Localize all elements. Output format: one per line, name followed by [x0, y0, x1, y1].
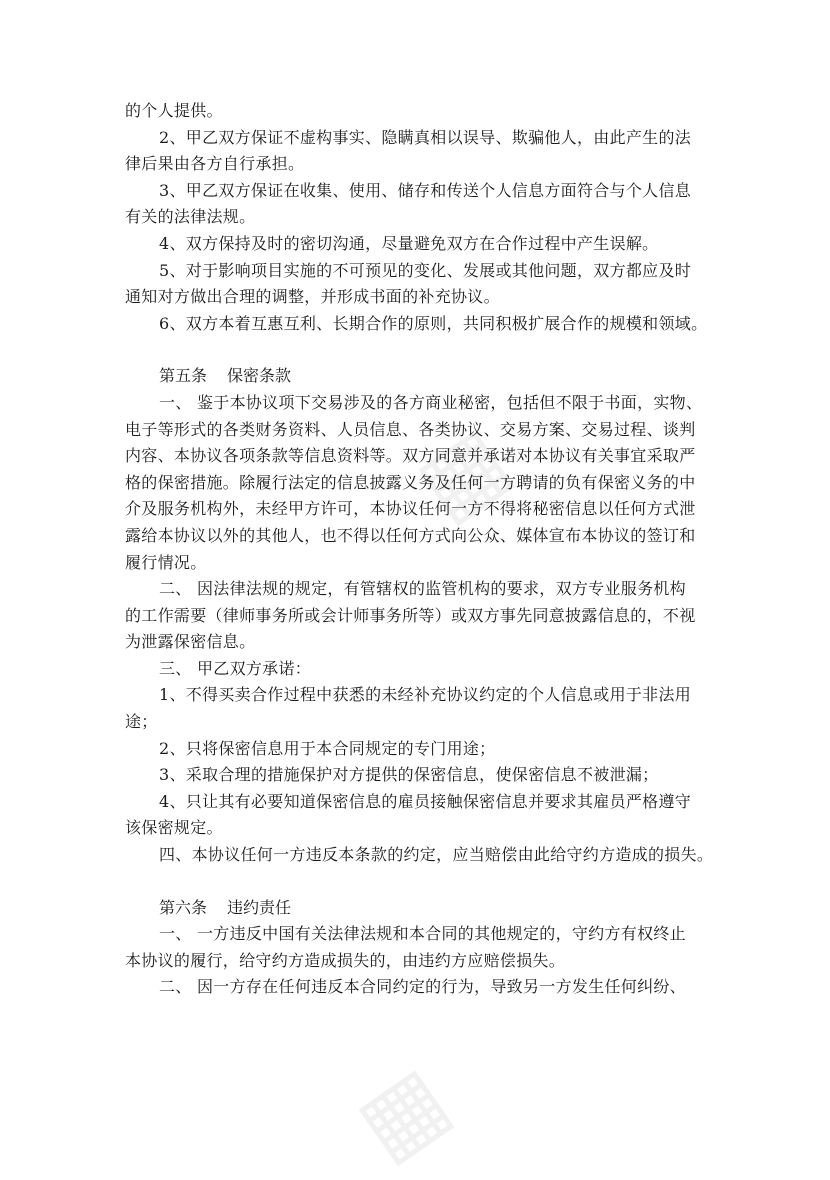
section-title: 违约责任: [227, 897, 292, 917]
section-title: 保密条款: [227, 366, 292, 386]
section-number: 第五条: [159, 366, 208, 386]
text-line: 6、双方本着互惠互利、长期合作的原则，共同积极扩展合作的规模和领域。: [159, 313, 708, 333]
text-line: 本协议的履行，给守约方造成损失的，由违约方应赔偿损失。: [125, 950, 566, 970]
text-line: 一、 鉴于本协议项下交易涉及的各方商业秘密，包括但不限于书面，实物、: [159, 392, 703, 412]
text-line: 内容、本协议各项条款等信息资料等。双方同意并承诺对本协议有关事宜采取严: [125, 446, 696, 466]
text-line: 有关的法律法规。: [125, 207, 256, 227]
watermark-mark-bottom: ▦: [337, 1045, 468, 1180]
text-line: 3、甲乙双方保证在收集、使用、储存和传送个人信息方面符合与个人信息: [159, 180, 692, 200]
text-line: 格的保密措施。除履行法定的信息披露义务及任何一方聘请的负有保密义务的中: [125, 472, 696, 492]
text-line: 3、采取合理的措施保护对方提供的保密信息，使保密信息不被泄漏；: [159, 765, 659, 785]
text-line: 的个人提供。: [125, 101, 223, 120]
text-line: 途；: [125, 712, 158, 732]
text-line: 电子等形式的各类财务资料、人员信息、各类协议、交易方案、交易过程、谈判: [125, 419, 696, 439]
text-line: 该保密规定。: [125, 818, 223, 838]
text-line: 四、本协议任何一方违反本条款的约定，应当赔偿由此给守约方造成的损失。: [159, 845, 714, 865]
text-line: 一、 一方违反中国有关法律法规和本合同的其他规定的，守约方有权终止: [159, 924, 686, 944]
section-number: 第六条: [159, 897, 208, 917]
text-line: 二、 因一方存在任何违反本合同约定的行为，导致另一方发生任何纠纷、: [159, 977, 686, 997]
section-heading: [125, 895, 710, 922]
text-line: 介及服务机构外，未经甲方许可，本协议任何一方不得将秘密信息以任何方式泄: [125, 499, 696, 519]
text-line: 1、不得买卖合作过程中获悉的未经补充协议约定的个人信息或用于非法用: [159, 685, 692, 705]
watermark-mark: ▦: [397, 405, 528, 540]
text-line: 履行情况。: [125, 552, 207, 572]
text-line: 为泄露保密信息。: [125, 632, 256, 652]
section-6: [125, 895, 710, 1001]
text-line: 5、对于影响项目实施的不可预见的变化、发展或其他问题，双方都应及时: [159, 260, 692, 280]
block-general-terms: [125, 98, 710, 337]
section-gap: [125, 337, 710, 363]
text-line: 三、 甲乙双方承诺：: [159, 658, 312, 678]
section-heading: [125, 363, 710, 390]
section-gap: [125, 869, 710, 895]
text-line: 2、只将保密信息用于本合同规定的专门用途；: [159, 738, 496, 758]
text-line: 二、 因法律法规的规定，有管辖权的监管机构的要求，双方专业服务机构: [159, 579, 686, 599]
text-line: 的工作需要（律师事务所或会计师事务所等）或双方事先同意披露信息的，不视: [125, 605, 696, 625]
text-line: 4、双方保持及时的密切沟通，尽量避免双方在合作过程中产生误解。: [159, 233, 659, 253]
text-line: 2、甲乙双方保证不虚构事实、隐瞒真相以误导、欺骗他人，由此产生的法: [159, 127, 692, 147]
text-line: 露给本协议以外的其他人，也不得以任何方式向公众、媒体宣布本协议的签订和: [125, 525, 696, 545]
document-page: [125, 98, 714, 1001]
text-line: 律后果由各方自行承担。: [125, 154, 305, 174]
text-line: 通知对方做出合理的调整，并形成书面的补充协议。: [125, 287, 500, 307]
text-line: 4、只让其有必要知道保密信息的雇员接触保密信息并要求其雇员严格遵守: [159, 791, 692, 811]
section-5: [125, 363, 714, 868]
